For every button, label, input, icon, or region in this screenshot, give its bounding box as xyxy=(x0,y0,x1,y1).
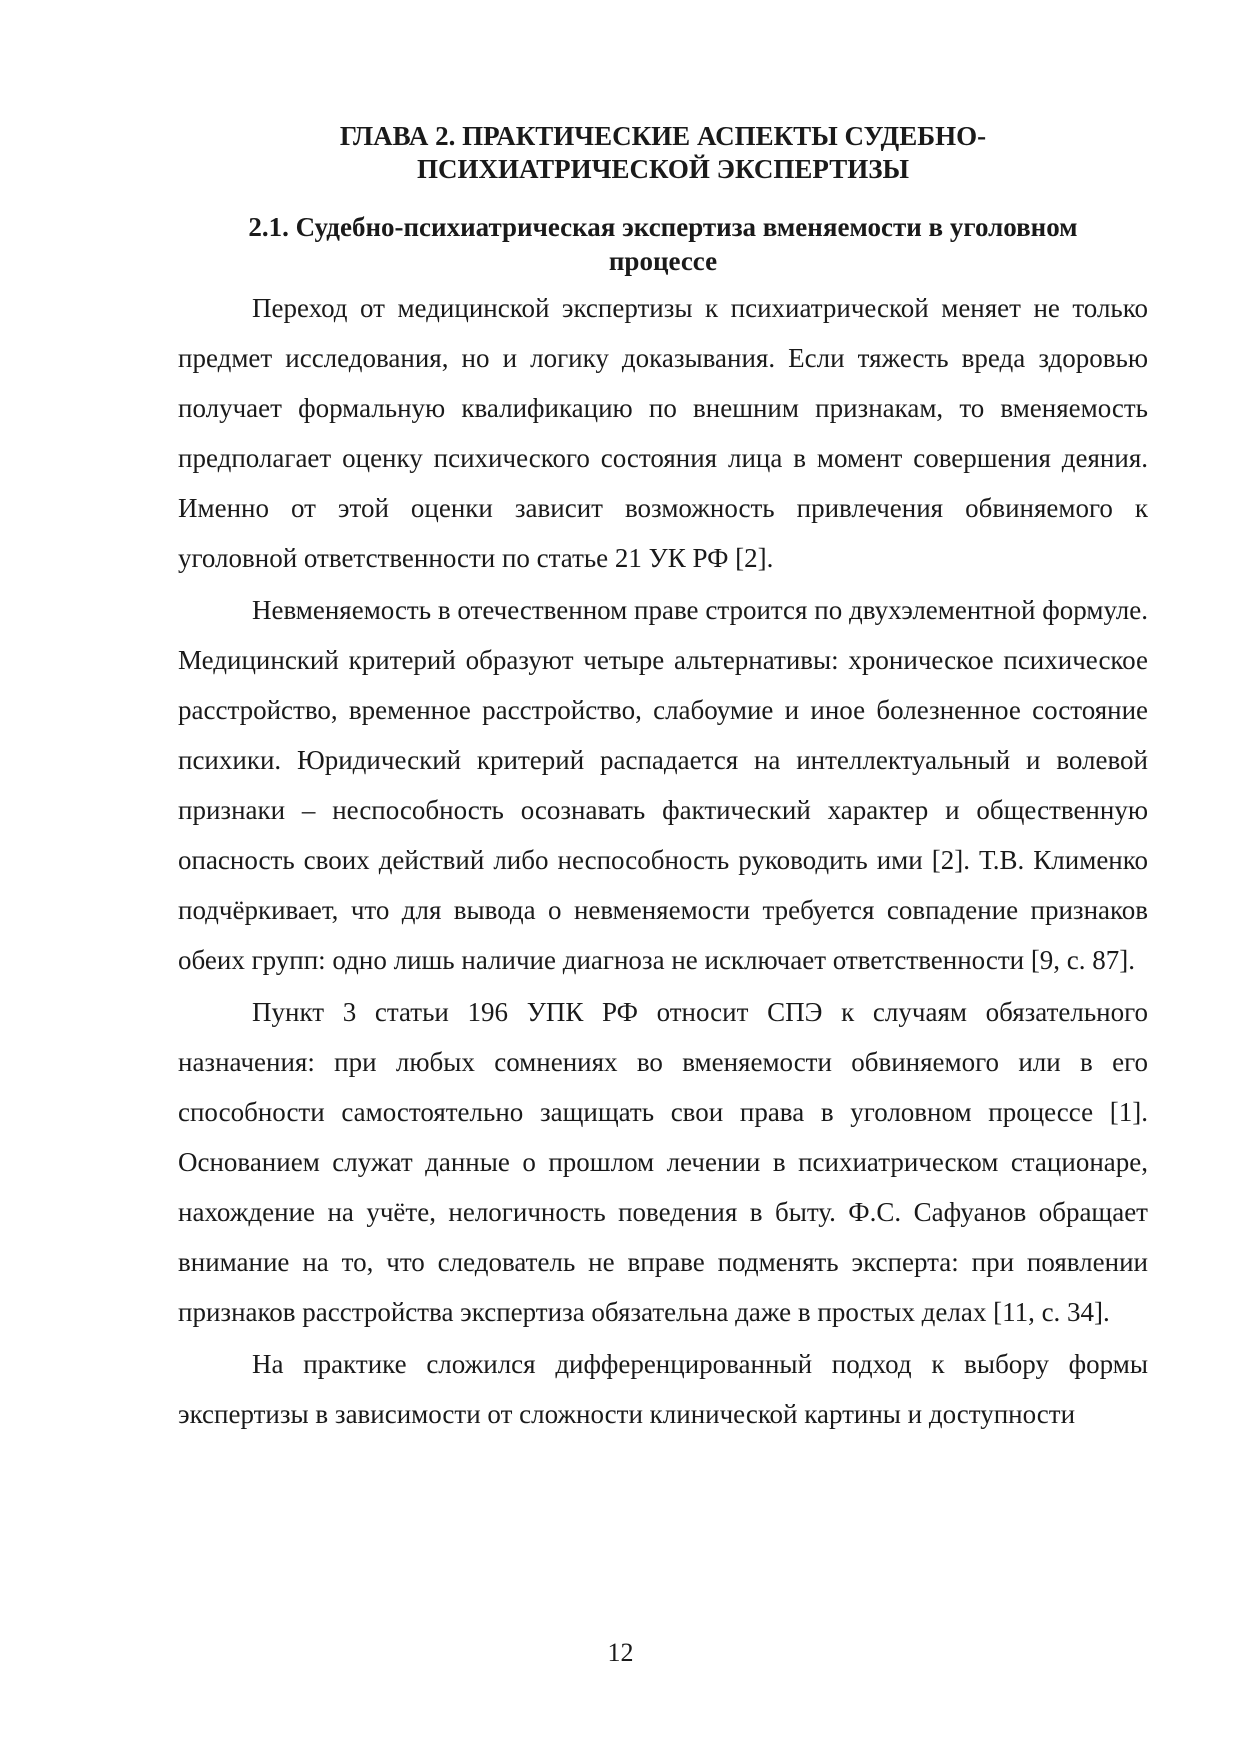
page-number: 12 xyxy=(607,1638,634,1667)
paragraph-4: На практике сложился дифференцированный подход к выбору формы экспертизы в зависимости от сложности клинической картины и доступности xyxy=(178,1349,1148,1429)
body-text xyxy=(178,283,1148,1441)
section-title-line-2: процессе xyxy=(608,246,718,276)
chapter-title-line-1: ГЛАВА 2. ПРАКТИЧЕСКИЕ АСПЕКТЫ СУДЕБНО- xyxy=(339,121,987,151)
paragraph-1: Переход от медицинской экспертизы к психиатрической меняет не только предмет исследования, но и логику доказывания. Если тяжесть вреда здоровью получает формальную квалификацию по внешним признакам, то вменяемость предполагает оценку психического состояния лица в момент совершения деяния. Именно от этой оценки зависит возможность привлечения обвиняемого к уголовной ответственности по статье 21 УК РФ [2]. xyxy=(178,293,1148,573)
paragraph-3: Пункт 3 статьи 196 УПК РФ относит СПЭ к случаям обязательного назначения: при любых сомнениях во вменяемости обвиняемого или в его способности самостоятельно защищать свои права в уголовном процессе [1]. Основанием служат данные о прошлом лечении в психиатрическом стационаре, нахождение на учёте, нелогичность поведения в быту. Ф.С. Сафуанов обращает внимание на то, что следователь не вправе подменять эксперта: при появлении признаков расстройства экспертиза обязательна даже в простых делах [11, с. 34]. xyxy=(178,997,1148,1327)
section-title-line-1: 2.1. Судебно-психиатрическая экспертиза вменяемости в уголовном xyxy=(248,212,1078,242)
chapter-title-line-2: ПСИХИАТРИЧЕСКОЙ ЭКСПЕРТИЗЫ xyxy=(417,154,909,184)
chapter-title xyxy=(178,120,1148,186)
section-title xyxy=(178,210,1148,278)
paragraph-2: Невменяемость в отечественном праве строится по двухэлементной формуле. Медицинский критерий образуют четыре альтернативы: хроническое психическое расстройство, временное расстройство, слабоумие и иное болезненное состояние психики. Юридический критерий распадается на интеллектуальный и волевой признаки – неспособность осознавать фактический характер и общественную опасность своих действий либо неспособность руководить ими [2]. Т.В. Клименко подчёркивает, что для вывода о невменяемости требуется совпадение признаков обеих групп: одно лишь наличие диагноза не исключает ответственности [9, с. 87]. xyxy=(178,595,1148,975)
